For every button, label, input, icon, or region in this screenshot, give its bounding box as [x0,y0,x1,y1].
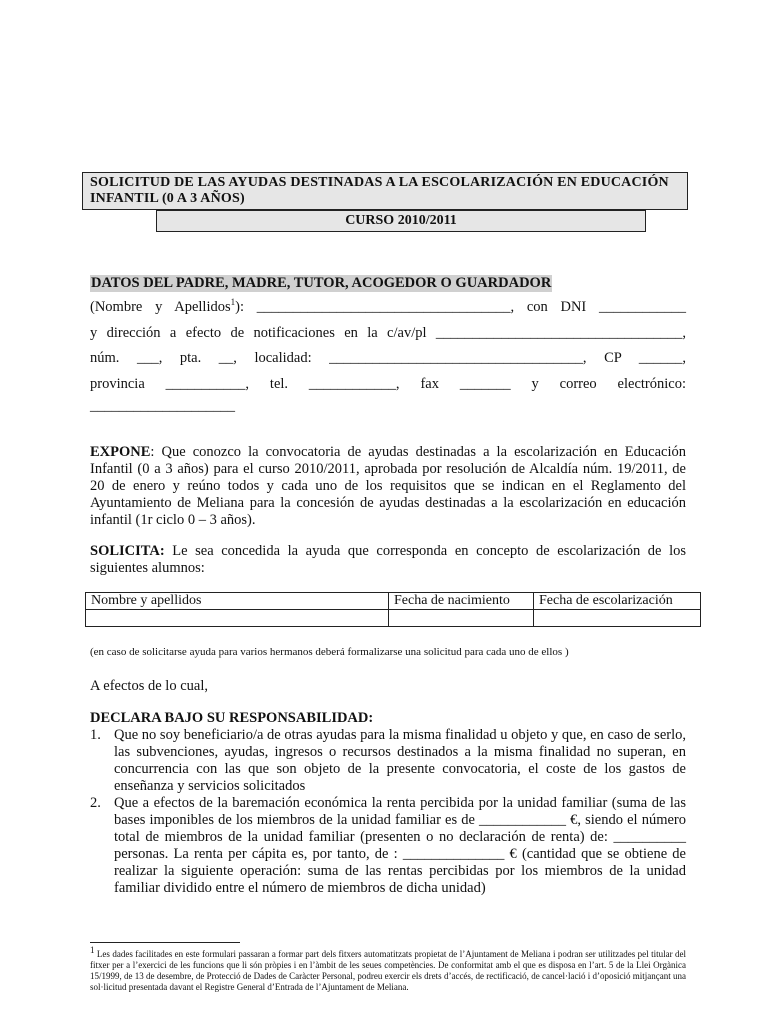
document-title: SOLICITUD DE LAS AYUDAS DESTINADAS A LA ESCOLARIZACIÓN EN EDUCACIÓN INFANTIL (0 A 3 AÑOS) [90,175,669,206]
section-heading-datos: DATOS DEL PADRE, MADRE, TUTOR, ACOGEDOR O GUARDADOR [91,275,552,291]
students-table [85,592,701,627]
footnote-ref: 1 [230,297,236,308]
table-cell-birth[interactable] [389,610,534,627]
datos-line-locality: núm. ___, pta. __, localidad: ___________________________________, CP ______, [90,350,686,366]
datos-name-fields: ): ___________________________________, con DNI ____________ [235,299,686,315]
course-year: CURSO 2010/2011 [156,210,646,232]
table-header-enrollment: Fecha de escolarización [534,593,701,610]
footnote-text: Les dades facilitades en este formulari passaran a formar part dels fitxers automatitzats propietat de l’Ajuntament de Meliana i podran ser utilitzades pel titular del fitxer per a l’exercici de les funcions que li són pròpies i en l’àmbit de les seues competències. De conformitat amb el que es disposa en l’art. 5 de la Llei Orgànica 15/1999, de 13 de desembre, de Protecció de Dades de Caràcter Personal, podreu exercir els drets d’accés, de rectificació, de cancel·lació i d’oposició mitjançant una sol·licitud presentada davant el Registre General d’Entrada de l’Ajuntament de Meliana. [90,949,686,992]
footnote-number: 1 [90,945,95,955]
list-item [90,795,686,897]
table-header-row [86,593,701,610]
list-item-text: Que a efectos de la baremación económica la renta percibida por la unidad familiar (suma de las bases imponibles de los miembros de la unidad familiar es de ____________ €, siendo el número total de miembros de la unidad familiar (presenten o no declaración de renta) de: __________ personas. La renta per cápita es, por tanto, de : ______________ € (cantidad que se obtiene de realizar la siguiente operación: suma de las rentas percibidas por los miembros de la unidad familiar dividido entre el número de miembros de dicha unidad) [114,795,686,896]
footnote-divider [90,942,240,943]
expone-text: : Que conozco la convocatoria de ayudas destinadas a la escolarización en Educación Infantil (0 a 3 años) para el curso 2010/2011, aprobada por resolución de Alcaldía núm. 19/2011, de 20 de enero y reúno todos y cada uno de los requisitos que se indican en el Reglamento del Ayuntamiento de Meliana para la concesión de ayudas destinadas a la escolarización en educación infantil (1r ciclo 0 – 3 años). [90,444,686,528]
declara-list [90,727,686,897]
footnote [90,945,686,993]
expone-paragraph [90,444,686,529]
list-item-text: Que no soy beneficiario/a de otras ayudas para la misma finalidad u objeto y que, en caso de serlo, las subvenciones, ayudas, ingresos o recursos destinados a la misma finalidad no superan, en concurrencia con las que son objeto de la presente convocatoria, el coste de los gastos de enseñanza y servicios solicitados [114,727,686,794]
declara-heading: DECLARA BAJO SU RESPONSABILIDAD: [90,710,374,726]
table-header-name: Nombre y apellidos [86,593,389,610]
list-item-number: 1. [90,727,101,743]
solicita-paragraph [90,543,686,577]
table-cell-enrollment[interactable] [534,610,701,627]
table-header-birth: Fecha de nacimiento [389,593,534,610]
solicita-label: SOLICITA: [90,543,165,559]
table-row [86,610,701,627]
solicita-text: Le sea concedida la ayuda que corresponda en concepto de escolarización de los siguientes alumnos: [90,543,686,576]
datos-line-address: y dirección a efecto de notificaciones en la c/av/pl __________________________________, [90,325,686,341]
list-item [90,727,686,795]
datos-name-label: (Nombre y Apellidos [90,299,231,315]
siblings-note: (en caso de solicitarse ayuda para varios hermanos deberá formalizarse una solicitud para cada uno de ellos ) [90,646,569,658]
list-item-number: 2. [90,795,101,811]
expone-label: EXPONE [90,444,151,460]
datos-line-email-field: ____________________ [90,398,235,414]
datos-line-name [90,298,686,316]
datos-line-contact: provincia ___________, tel. ____________, fax _______ y correo electrónico: [90,376,686,392]
efectos-text: A efectos de lo cual, [90,678,208,694]
table-cell-name[interactable] [86,610,389,627]
